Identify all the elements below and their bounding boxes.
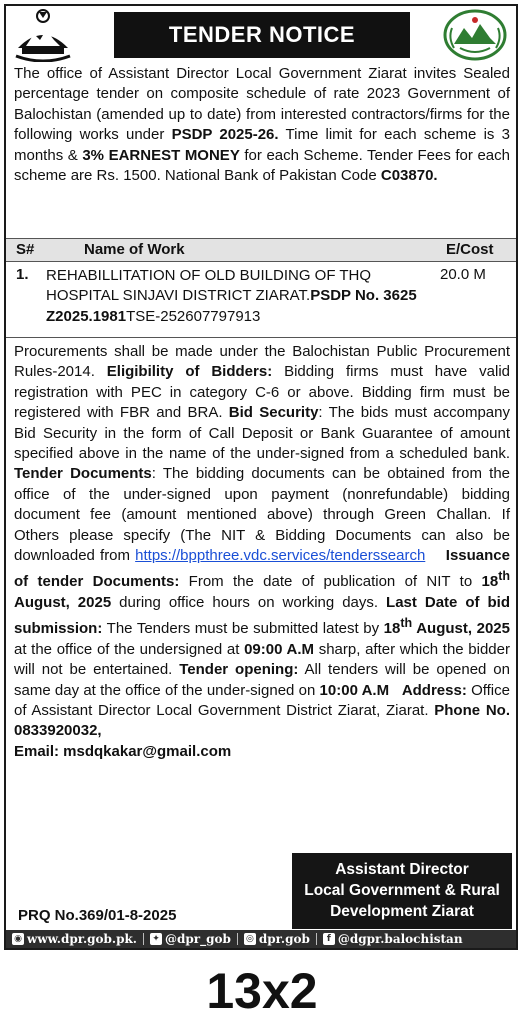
work-row-number: 1.	[16, 266, 29, 283]
local-government-emblem-icon	[442, 8, 508, 62]
footer-web[interactable]: ◉ www.dpr.gob.pk.	[6, 932, 137, 946]
footer-twitter[interactable]: ✦ @dpr_gob	[144, 932, 231, 946]
tender-notice-frame	[4, 4, 518, 950]
signature-block: Assistant Director Local Government & Rural Development Ziarat	[292, 853, 512, 929]
work-row-name: REHABILLITATION OF OLD BUILDING OF THQ HOSPITAL SINJAVI DISTRICT ZIARAT.PSDP No. 3625 Z2025.1981TSE-252607797913	[46, 267, 417, 325]
table-divider	[6, 337, 516, 338]
footer-instagram[interactable]: ◎ dpr.gob	[238, 932, 310, 946]
contact-email: Email: msdqkakar@gmail.com	[14, 742, 232, 760]
globe-icon: ◉	[12, 933, 24, 945]
footer-facebook[interactable]: f @dgpr.balochistan	[317, 932, 463, 946]
works-table-header	[6, 238, 516, 262]
instagram-icon: ◎	[244, 933, 256, 945]
col-estimated-cost: E/Cost	[446, 241, 494, 258]
facebook-icon: f	[323, 933, 335, 945]
col-sn: S#	[16, 241, 35, 258]
intro-paragraph: The office of Assistant Director Local Government Ziarat invites Sealed percentage tender on composite schedule of rate 2023 Government of Balochistan (amended up to date) from interested contractors/firms for the following works under PSDP 2025-26. Time limit for each scheme is 3 months & 3% EARNEST MONEY for each Scheme. Tender Fees for each scheme are Rs. 1500. National Bank of Pakistan Code C03870.	[14, 65, 510, 185]
twitter-icon: ✦	[150, 933, 162, 945]
ad-size-label: 13x2	[206, 963, 318, 1019]
col-name-of-work: Name of Work	[84, 241, 185, 258]
footer-bar	[6, 930, 516, 948]
work-row-cost: 20.0 M	[440, 266, 486, 283]
tender-search-link[interactable]: https://bppthree.vdc.services/tenderssearch	[135, 547, 426, 565]
page-title: TENDER NOTICE	[114, 12, 410, 58]
terms-paragraph: Procurements shall be made under the Balochistan Public Procurement Rules-2014. Eligibility of Bidders: Bidding firms must have valid registration with PEC in category C-6 or above. Bidding firm must be registered with FBR and BRA. Bid Security: The bids must accompany Bid Security in the form of Call Deposit or Bank Guarantee of amount specified above in the name of the under-signed from a scheduled bank. Tender Documents: The bidding documents can be obtained from the office of the under-signed upon payment (nonrefundable) bidding document fee (amount mentioned above) through Green Challan. If Others please specify (The NIT & Bidding Documents can also be downloaded from https://bppthree.vdc.services/tenderssearch Issuance of tender Documents: From the date of publication of NIT to 18th August, 2025 during office hours on working days. Last Date of bid submission: The Tenders must be submitted latest by 18th August, 2025 at the office of the undersigned at 09:00 A.M sharp, after which the bidder will not be entertained. Tender opening: All tenders will be opened on same day at the office of the under-signed on 10:00 A.M Address: Office of Assistant Director Local Government District Ziarat, Ziarat. Phone No. 0833920032, Email: msdqkakar@gmail.com	[14, 343, 510, 760]
prq-number: PRQ No.369/01-8-2025	[18, 907, 177, 924]
balochistan-emblem-icon	[12, 8, 74, 62]
